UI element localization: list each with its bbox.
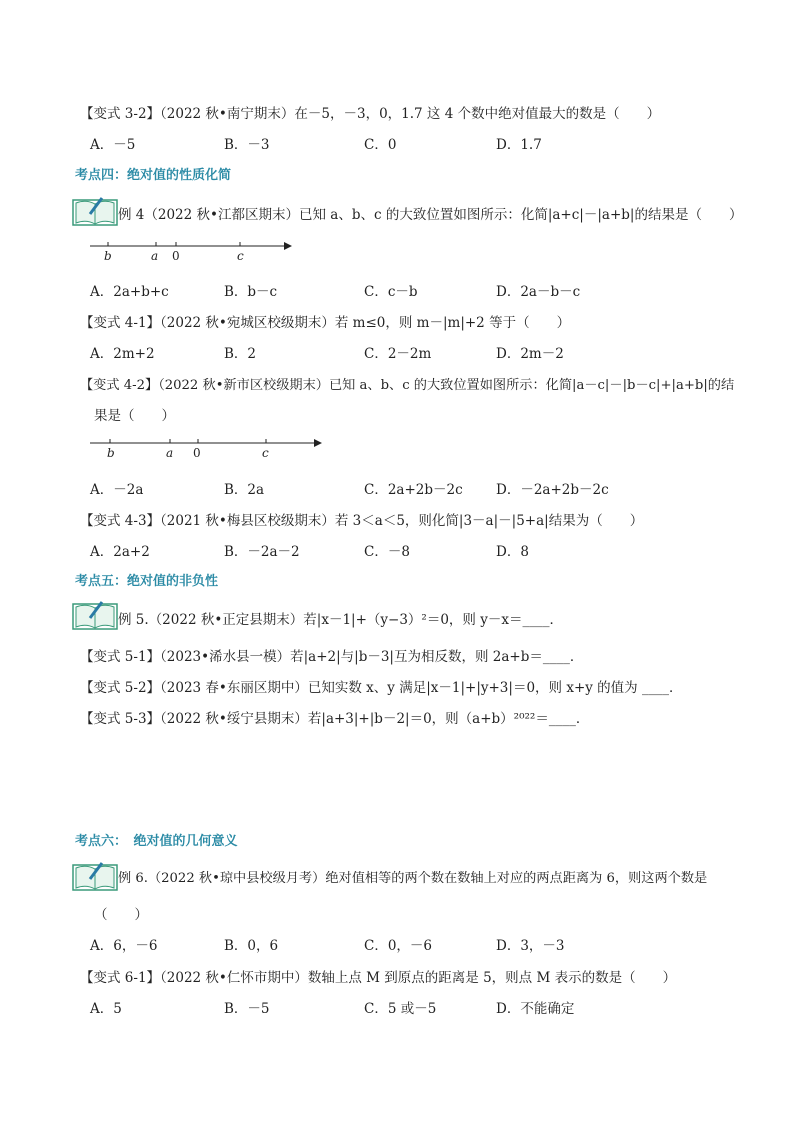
example-6-line1: 例 6.（2022 秋•琼中县校级月考）绝对值相等的两个数在数轴上对应的两点距离为 6，则这两个数是 [118,871,708,886]
option-c: C．5 或－5 [364,1001,437,1017]
tick-label-b: b [104,249,112,263]
question-4-2-line1: 【变式 4-2】（2022 秋•新市区校级期末）已知 a、b、c 的大致位置如图所示：化简|a－c|－|b－c|+|a+b|的结 [80,378,735,393]
option-c: C．c－b [364,284,418,300]
question-5-3: 【变式 5-3】（2022 秋•绥宁县期末）若|a+3|+|b－2|＝0，则（a+b）²⁰²²＝____． [80,711,590,727]
question-3-2: 【变式 3-2】（2022 秋•南宁期末）在－5，－3，0，1.7 这 4 个数中绝对值最大的数是（ ） [80,106,661,122]
option-a: A．－5 [90,137,136,153]
option-a: A．2a+b+c [90,284,169,300]
option-a: A．－2a [90,482,144,498]
example-5: 例 5.（2022 秋•正定县期末）若|x－1|+（y−3）²＝0，则 y－x＝____． [118,612,563,628]
option-b: B．－5 [224,1001,270,1017]
section-title-6: 考点六： 绝对值的几何意义 [75,834,238,849]
option-d: D．8 [496,544,529,560]
option-d: D．1.7 [496,137,542,153]
book-icon [72,600,118,630]
option-b: B．2 [224,346,257,362]
number-line-4 [88,236,298,266]
option-b: B．－2a－2 [224,544,300,560]
section-title-4: 考点四：绝对值的性质化简 [75,168,232,183]
option-a: A．5 [90,1001,122,1017]
tick-label-zero: 0 [193,446,201,460]
number-line-4-2 [88,433,328,463]
tick-label-zero: 0 [172,249,180,263]
question-5-1: 【变式 5-1】（2023•浠水县一模）若|a+2|与|b－3|互为相反数，则 2a+b＝____． [80,649,584,665]
question-4-1: 【变式 4-1】（2022 秋•宛城区校级期末）若 m≤0，则 m－|m|+2 等于（ ） [80,315,571,331]
option-b: B．－3 [224,137,270,153]
question-4-2-line2: 果是（ ） [94,408,175,424]
tick-label-c: c [262,446,269,460]
option-a: A．2m+2 [90,346,155,362]
question-6-1: 【变式 6-1】（2022 秋•仁怀市期中）数轴上点 M 到原点的距离是 5，则点 M 表示的数是（ ） [80,970,677,986]
option-b: B．2a [224,482,265,498]
example-4: 例 4（2022 秋•江都区期末）已知 a、b、c 的大致位置如图所示：化简|a+c|－|a+b|的结果是（ ） [118,207,743,223]
option-d: D．3，－3 [496,938,565,954]
book-icon [72,861,118,891]
book-icon [72,196,118,226]
tick-label-a: a [166,446,174,460]
option-d: D．不能确定 [496,1001,575,1017]
example-6-line2: （ ） [94,907,148,923]
option-b: B．0，6 [224,938,279,954]
option-d: D．2a－b－c [496,284,581,300]
section-title-5: 考点五：绝对值的非负性 [75,574,219,589]
option-c: C．0 [364,137,397,153]
option-c: C．2a+2b－2c [364,482,463,498]
option-c: C．0，－6 [364,938,433,954]
option-a: A．2a+2 [90,544,150,560]
tick-label-b: b [107,446,115,460]
option-c: C．－8 [364,544,410,560]
tick-label-a: a [151,249,159,263]
option-d: D．－2a+2b－2c [496,482,609,498]
option-d: D．2m－2 [496,346,564,362]
option-b: B．b－c [224,284,278,300]
tick-label-c: c [237,249,244,263]
option-a: A．6，－6 [90,938,158,954]
question-5-2: 【变式 5-2】（2023 春•东丽区期中）已知实数 x、y 满足|x－1|+|y+3|＝0，则 x+y 的值为 ____． [80,680,683,696]
option-c: C．2－2m [364,346,432,362]
question-4-3: 【变式 4-3】（2021 秋•梅县区校级期末）若 3＜a＜5，则化简|3－a|－|5+a|结果为（ ） [80,513,644,529]
